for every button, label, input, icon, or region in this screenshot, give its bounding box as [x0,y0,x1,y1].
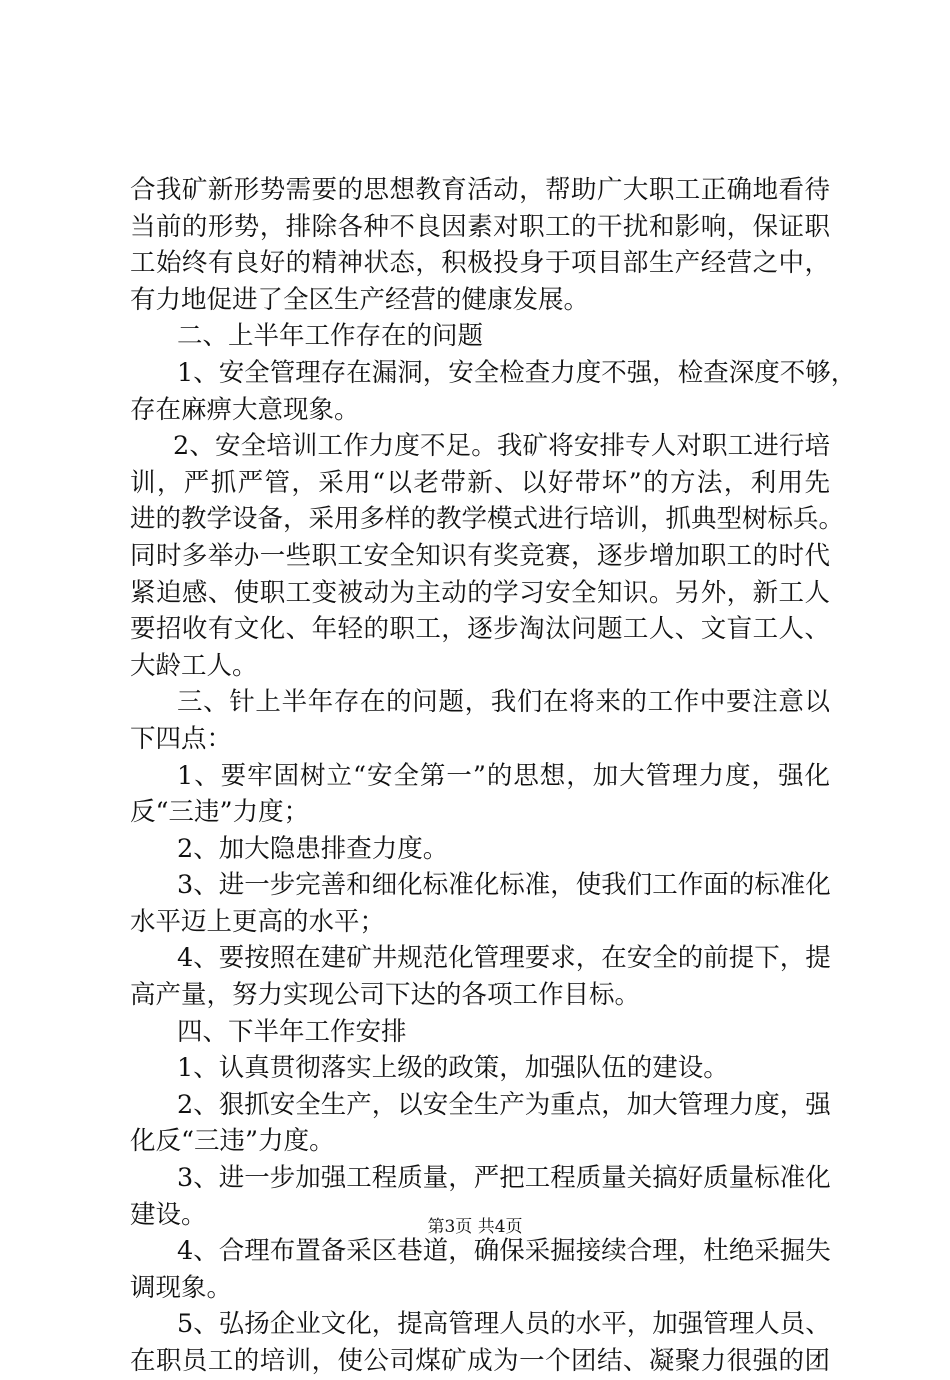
paragraph-line: 训，严抓严管，采用“以老带新、以好带坏”的方法，利用先 [130,467,830,498]
document-body [130,172,857,1380]
paragraph-line: 2、狠抓安全生产，以安全生产为重点，加大管理力度，强 [177,1089,831,1120]
paragraph-line: 4、要按照在建矿井规范化管理要求，在安全的前提下，提 [177,943,831,974]
paragraph-line: 要招收有文化、年轻的职工，逐步淘汰问题工人、文盲工人、 [130,614,830,645]
paragraph-line: 4、合理布置备采区巷道，确保采掘接续合理，杜绝采掘失 [177,1236,831,1267]
paragraph-line: 1、安全管理存在漏洞，安全检查力度不强，检查深度不够， [177,357,857,388]
paragraph-line: 进的教学设备，采用多样的教学模式进行培训，抓典型树标兵。 [130,504,845,535]
paragraph-line: 3、进一步完善和细化标准化标准，使我们工作面的标准化 [177,870,831,901]
page-number-footer: 第3页 共4页 [427,1217,523,1237]
paragraph-line: 二、上半年工作存在的问题 [177,321,484,352]
paragraph-line: 5、弘扬企业文化，提高管理人员的水平，加强管理人员、 [177,1309,831,1340]
paragraph-line: 有力地促进了全区生产经营的健康发展。 [130,284,590,315]
paragraph-line: 反“三违”力度； [130,797,310,828]
paragraph-line: 合我矿新形势需要的思想教育活动，帮助广大职工正确地看待 [130,175,830,205]
paragraph-line: 高产量，努力实现公司下达的各项工作目标。 [130,980,641,1011]
paragraph-line: 2、安全培训工作力度不足。我矿将安排专人对职工进行培 [173,431,830,462]
paragraph-line: 调现象。 [130,1272,233,1303]
paragraph-line: 1、认真贯彻落实上级的政策，加强队伍的建设。 [177,1053,729,1084]
paragraph-line: 2、加大隐患排查力度。 [177,833,449,864]
paragraph-line: 同时多举办一些职工安全知识有奖竞赛，逐步增加职工的时代 [130,540,830,571]
paragraph-line: 水平迈上更高的水平； [130,906,386,937]
paragraph-line: 建设。 [130,1199,207,1230]
paragraph-line: 化反“三违”力度。 [130,1126,335,1157]
paragraph-line: 当前的形势，排除各种不良因素对职工的干扰和影响，保证职 [130,211,830,242]
paragraph-line: 下四点： [130,723,233,754]
paragraph-line: 紧迫感、使职工变被动为主动的学习安全知识。另外，新工人 [130,577,830,608]
paragraph-line: 三、针上半年存在的问题，我们在将来的工作中要注意以 [177,687,830,718]
paragraph-line: 在职员工的培训，使公司煤矿成为一个团结、凝聚力很强的团 [130,1346,830,1376]
paragraph-line: 四、下半年工作安排 [177,1016,407,1047]
paragraph-line: 大龄工人。 [130,650,258,681]
paragraph-line: 1、要牢固树立“安全第一”的思想，加大管理力度，强化 [177,760,830,791]
paragraph-line: 存在麻痹大意现象。 [130,394,360,425]
paragraph-line: 工始终有良好的精神状态，积极投身于项目部生产经营之中， [130,248,830,279]
paragraph-line: 3、进一步加强工程质量，严把工程质量关搞好质量标准化 [177,1163,831,1194]
